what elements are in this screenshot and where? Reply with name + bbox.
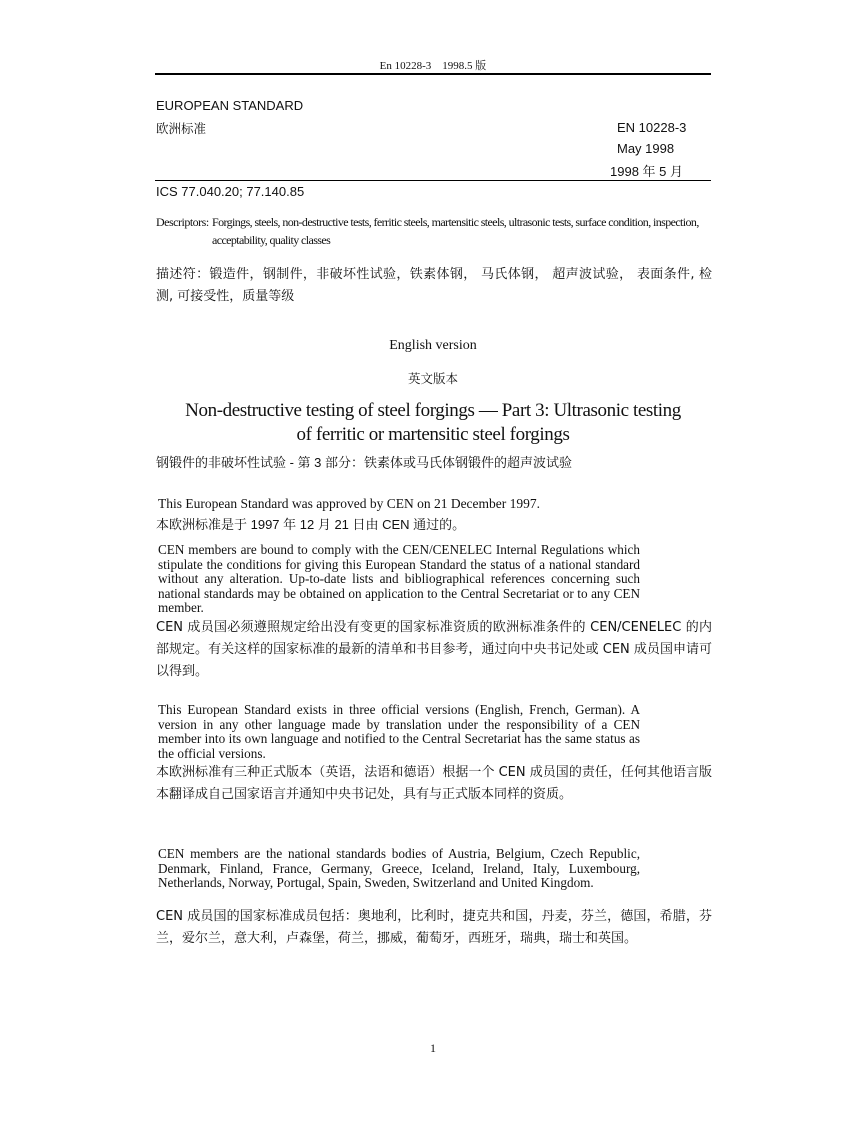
version-zh: 英文版本 bbox=[407, 372, 458, 386]
members-list-en: CEN members are the national standards bodies of Austria, Belgium, Czech Republic, Denmark, Finland, France, Germany, Greece, Iceland, Ireland, Italy, Luxembourg, Netherlands, Norway, Portugal, Spain, Sweden, Switzerland and United Kingdom. bbox=[158, 846, 640, 891]
standard-type-zh: 欧洲标准 bbox=[156, 122, 207, 136]
standard-date-zh: 1998 年 5 月 bbox=[610, 164, 683, 179]
title-line-1: Non-destructive testing of steel forgings — Part 3: Ultrasonic testing bbox=[185, 400, 681, 421]
members-list-zh: CEN 成员国的国家标准成员包括：奥地利，比利时，捷克共和国，丹麦，芬兰，德国，希腊，芬兰，爱尔兰，意大利，卢森堡，荷兰，挪威，葡萄牙，西班牙，瑞典，瑞士和英国。 bbox=[156, 909, 712, 946]
descriptors-line-2: acceptability, quality classes bbox=[212, 233, 331, 247]
standard-number: EN 10228-3 bbox=[617, 120, 687, 135]
standard-type-en: EUROPEAN STANDARD bbox=[156, 98, 304, 113]
page-number: 1 bbox=[430, 1041, 436, 1055]
approval-en: This European Standard was approved by CEN on 21 December 1997. bbox=[158, 496, 541, 511]
descriptors-line-1: Forgings, steels, non-destructive tests, ferritic steels, martensitic steels, ultrasonic tests, surface condition, inspection, bbox=[212, 215, 699, 229]
approval-zh: 本欧洲标准是于 1997 年 12 月 21 日由 CEN 通过的。 bbox=[156, 517, 466, 532]
members-bound-zh: CEN 成员国必须遵照规定给出没有变更的国家标准资质的欧洲标准条件的 CEN/CENELEC 的内部规定。有关这样的国家标准的最新的清单和书目参考，通过向中央书记处或 CEN 成员国申请可以得到。 bbox=[156, 620, 712, 679]
ics-code: ICS 77.040.20; 77.140.85 bbox=[156, 184, 305, 199]
official-versions-zh: 本欧洲标准有三种正式版本（英语，法语和德语）根据一个 CEN 成员国的责任，任何其他语言版本翻译成自己国家语言并通知中央书记处，具有与正式版本同样的资质。 bbox=[156, 765, 712, 802]
title-zh: 钢锻件的非破坏性试验 - 第 3 部分：铁素体或马氏体钢锻件的超声波试验 bbox=[156, 455, 573, 470]
members-bound-en: CEN members are bound to comply with the CEN/CENELEC Internal Regulations which stipulate the conditions for giving this European Standard the status of a national standard without any alteration. Up-to-date lists and bibliographical references concerning such national standards may be obtained on application to the Central Secretariat or to any CEN member. bbox=[158, 542, 640, 616]
standard-date-en: May 1998 bbox=[617, 141, 675, 156]
running-head: En 10228-3 1998.5 版 bbox=[379, 60, 487, 72]
descriptors-zh: 描述符：锻造件，钢制件，非破坏性试验，铁素体钢， 马氏体钢， 超声波试验， 表面条件, 检测, 可接受性，质量等级 bbox=[156, 267, 712, 304]
version-en: English version bbox=[389, 338, 477, 353]
official-versions-en: This European Standard exists in three official versions (English, French, German). A version in any other language made by translation under the responsibility of a CEN member into its own language and notified to the Central Secretariat has the same status as the official versions. bbox=[158, 702, 640, 761]
header-rule bbox=[155, 73, 711, 75]
ics-rule bbox=[155, 180, 711, 181]
title-line-2: of ferritic or martensitic steel forgings bbox=[296, 424, 570, 445]
descriptors-label: Descriptors: bbox=[156, 215, 209, 229]
